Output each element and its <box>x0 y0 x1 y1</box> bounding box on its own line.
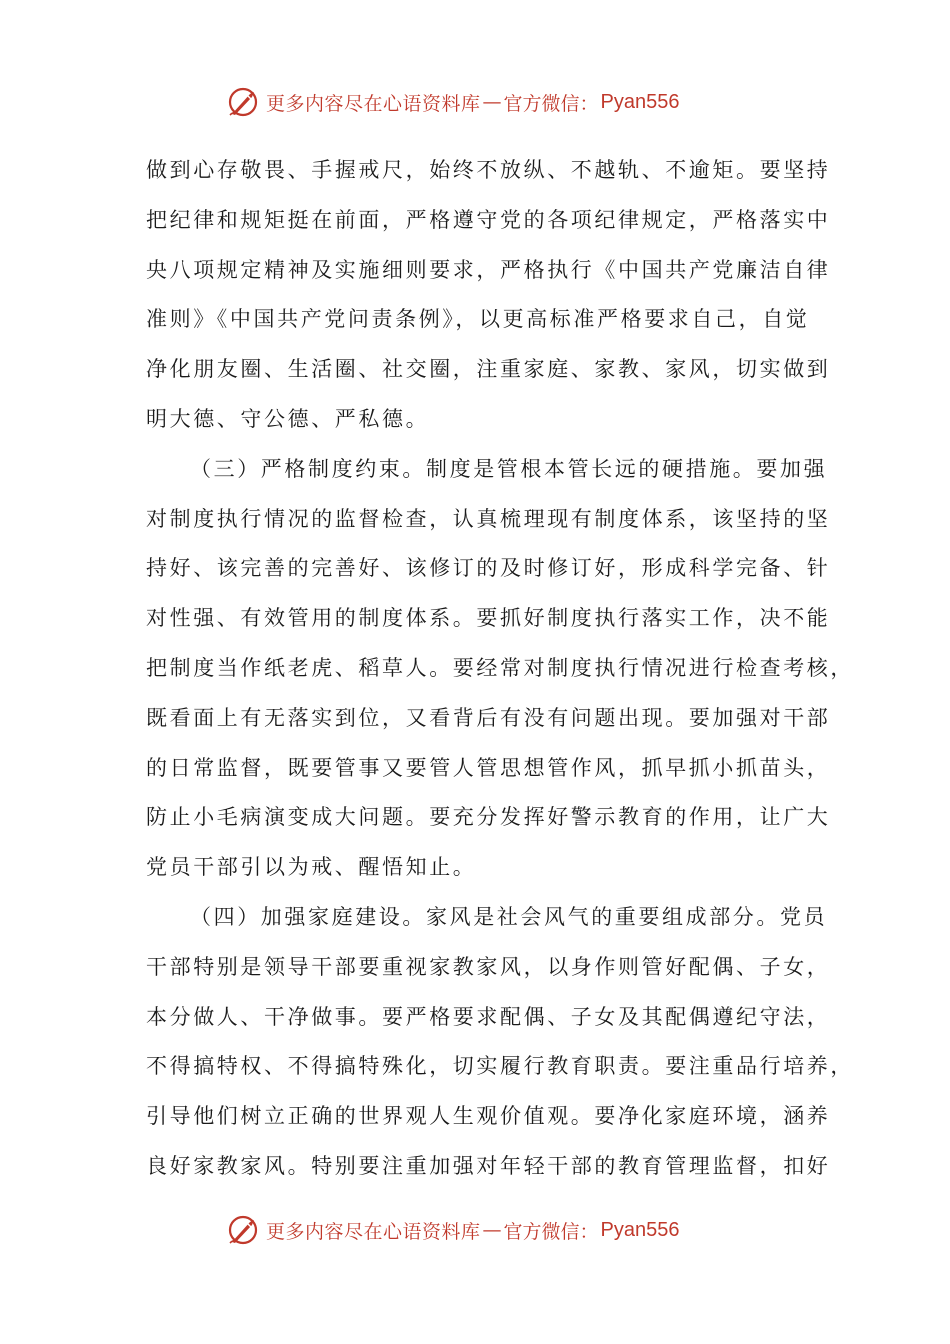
watermark-text: 更多内容尽在心语资料库 <box>266 92 481 115</box>
text-line: （三）严格制度约束。制度是管根本管长远的硬措施。要加强 <box>190 456 828 481</box>
footer-watermark <box>226 1212 746 1248</box>
header-watermark <box>226 84 746 120</box>
pen-quill-logo-icon <box>226 85 260 119</box>
text-line: 把制度当作纸老虎、稻草人。要经常对制度执行情况进行检查考核， <box>146 655 854 680</box>
text-line: 明大德、守公德、严私德。 <box>146 406 430 431</box>
text-line: 把纪律和规矩挺在前面，严格遵守党的各项纪律规定，严格落实中 <box>146 207 831 232</box>
text-line: 引导他们树立正确的世界观人生观价值观。要净化家庭环境，涵养 <box>146 1104 831 1129</box>
text-line: 党员干部引以为戒、醒悟知止。 <box>146 855 477 880</box>
text-line: 对制度执行情况的监督检查，认真梳理现有制度体系，该坚持的坚 <box>146 506 831 531</box>
text-line: 防止小毛病演变成大问题。要充分发挥好警示教育的作用，让广大 <box>146 805 831 830</box>
text-line: 对性强、有效管用的制度体系。要抓好制度执行落实工作，决不能 <box>146 606 831 631</box>
text-line: 本分做人、干净做事。要严格要求配偶、子女及其配偶遵纪守法， <box>146 1004 831 1029</box>
text-line: （四）加强家庭建设。家风是社会风气的重要组成部分。党员 <box>190 904 828 929</box>
pen-quill-logo-icon <box>226 1213 260 1247</box>
text-line: 持好、该完善的完善好、该修订的及时修订好，形成科学完备、针 <box>146 556 831 581</box>
watermark-wechat-id: Pyan556 <box>600 1218 680 1241</box>
text-line: 良好家教家风。特别要注重加强对年轻干部的教育管理监督，扣好 <box>146 1153 831 1178</box>
text-line: 净化朋友圈、生活圈、社交圈，注重家庭、家教、家风，切实做到 <box>146 357 831 382</box>
text-line: 央八项规定精神及实施细则要求，严格执行《中国共产党廉洁自律 <box>146 257 831 282</box>
text-line: 干部特别是领导干部要重视家教家风，以身作则管好配偶、子女， <box>146 954 831 979</box>
text-line: 不得搞特权、不得搞特殊化，切实履行教育职责。要注重品行培养， <box>146 1054 854 1079</box>
watermark-separator: — <box>482 1219 502 1241</box>
watermark-text: 更多内容尽在心语资料库 <box>266 1220 481 1243</box>
watermark-wechat-label: 官方微信： <box>503 1220 599 1243</box>
watermark-wechat-label: 官方微信： <box>503 92 599 115</box>
document-body <box>146 146 854 1192</box>
text-line: 准则》《中国共产党问责条例》，以更高标准严格要求自己，自觉 <box>146 307 810 332</box>
text-line: 既看面上有无落实到位，又看背后有没有问题出现。要加强对干部 <box>146 705 831 730</box>
watermark-separator: — <box>482 91 502 113</box>
text-line: 做到心存敬畏、手握戒尺，始终不放纵、不越轨、不逾矩。要坚持 <box>146 158 831 182</box>
watermark-wechat-id: Pyan556 <box>600 90 680 113</box>
text-line: 的日常监督，既要管事又要管人管思想管作风，抓早抓小抓苗头， <box>146 755 831 780</box>
